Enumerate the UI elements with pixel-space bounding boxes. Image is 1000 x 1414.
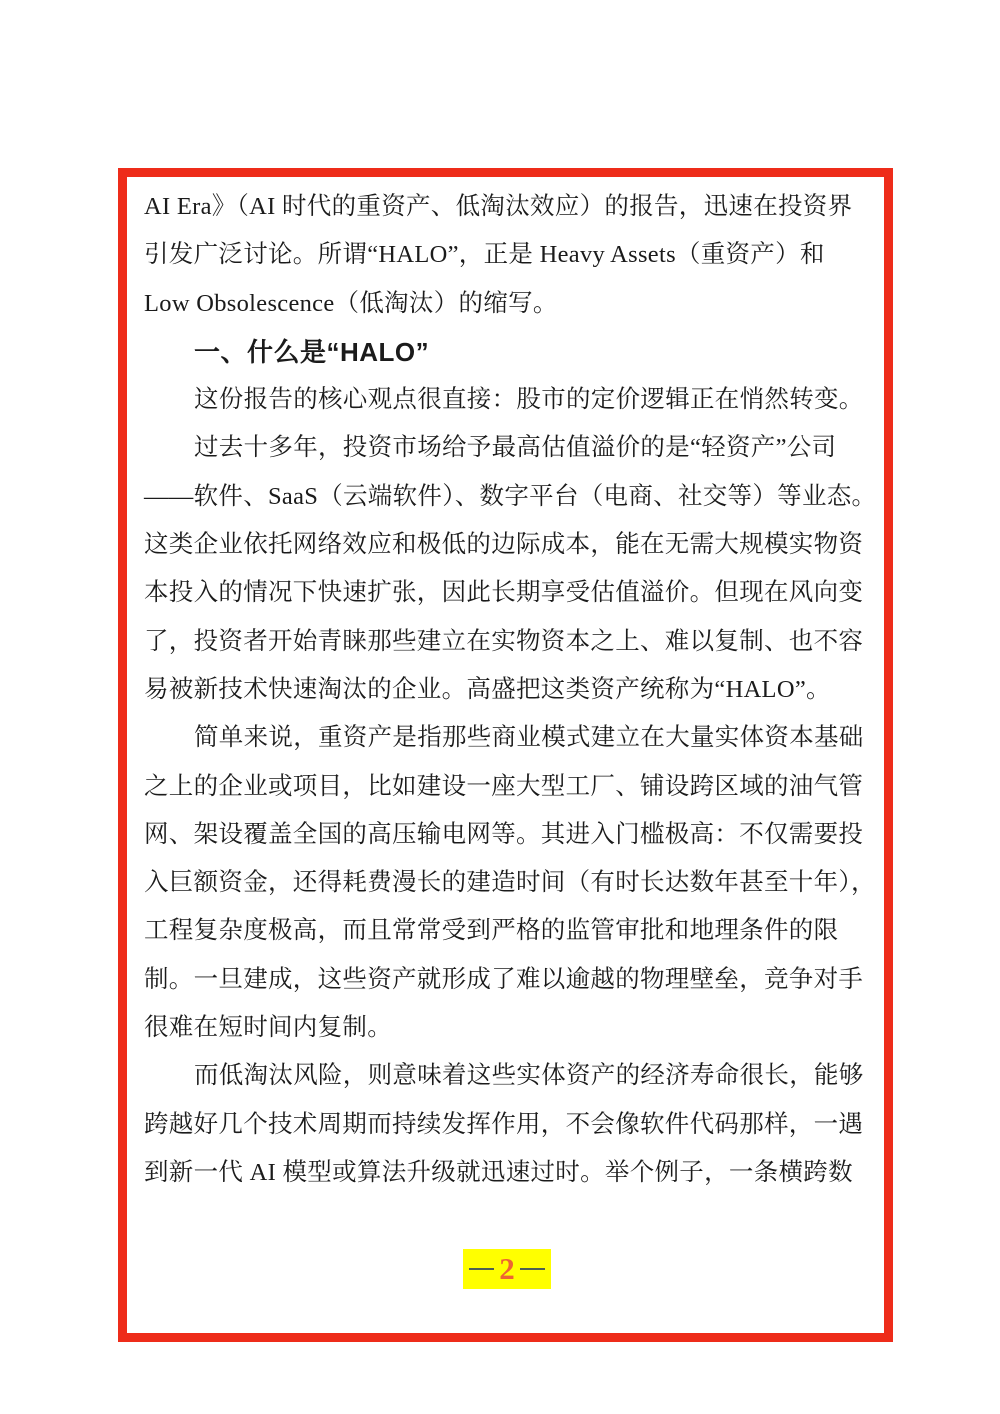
text-line: AI Era》（AI 时代的重资产、低淘汰效应）的报告，迅速在投资界 (144, 193, 853, 220)
text-line: Low Obsolescence（低淘汰）的缩写。 (144, 289, 558, 317)
text-line: 过去十多年，投资市场给予最高估值溢价的是“轻资产”公司 (194, 434, 837, 462)
text-line: 简单来说，重资产是指那些商业模式建立在大量实体资本基础 (194, 724, 864, 752)
page-footer (144, 1249, 870, 1289)
text-line: 这类企业依托网络效应和极低的边际成本，能在无需大规模实物资 (144, 531, 864, 559)
text-line: ——软件、SaaS（云端软件）、数字平台（电商、社交等）等业态。 (144, 482, 877, 510)
text-line: 很难在短时间内复制。 (144, 1014, 392, 1042)
page-number-badge (463, 1249, 551, 1289)
section-heading: 一、什么是“HALO” (194, 336, 430, 367)
text-line: 之上的企业或项目，比如建设一座大型工厂、铺设跨区域的油气管 (144, 772, 864, 800)
footer-dash-right (520, 1268, 545, 1271)
text-line: 而低淘汰风险，则意味着这些实体资产的经济寿命很长，能够 (194, 1062, 864, 1090)
text-line: 引发广泛讨论。所谓“HALO”，正是 Heavy Assets（重资产）和 (144, 241, 825, 269)
text-line: 网、架设覆盖全国的高压输电网等。其进入门槛极高：不仅需要投 (144, 820, 864, 848)
text-line: 这份报告的核心观点很直接：股市的定价逻辑正在悄然转变。 (194, 386, 864, 414)
text-line: 入巨额资金，还得耗费漫长的建造时间（有时长达数年甚至十年）， (144, 869, 876, 897)
text-line: 本投入的情况下快速扩张，因此长期享受估值溢价。但现在风向变 (144, 579, 864, 607)
footer-dash-left (469, 1268, 494, 1271)
text-line: 易被新技术快速淘汰的企业。高盛把这类资产统称为“HALO”。 (144, 675, 831, 703)
text-line: 工程复杂度极高，而且常常受到严格的监管审批和地理条件的限 (144, 917, 839, 945)
text-line: 到新一代 AI 模型或算法升级就迅速过时。举个例子，一条横跨数 (144, 1158, 853, 1186)
text-line: 了，投资者开始青睐那些建立在实物资本之上、难以复制、也不容 (144, 627, 864, 655)
text-line: 制。一旦建成，这些资产就形成了难以逾越的物理壁垒，竞争对手 (144, 965, 864, 993)
page-number: 2 (499, 1251, 515, 1287)
page-border-frame (118, 168, 893, 1342)
document-body (127, 177, 884, 1289)
text-line: 跨越好几个技术周期而持续发挥作用，不会像软件代码那样，一遇 (144, 1110, 864, 1138)
